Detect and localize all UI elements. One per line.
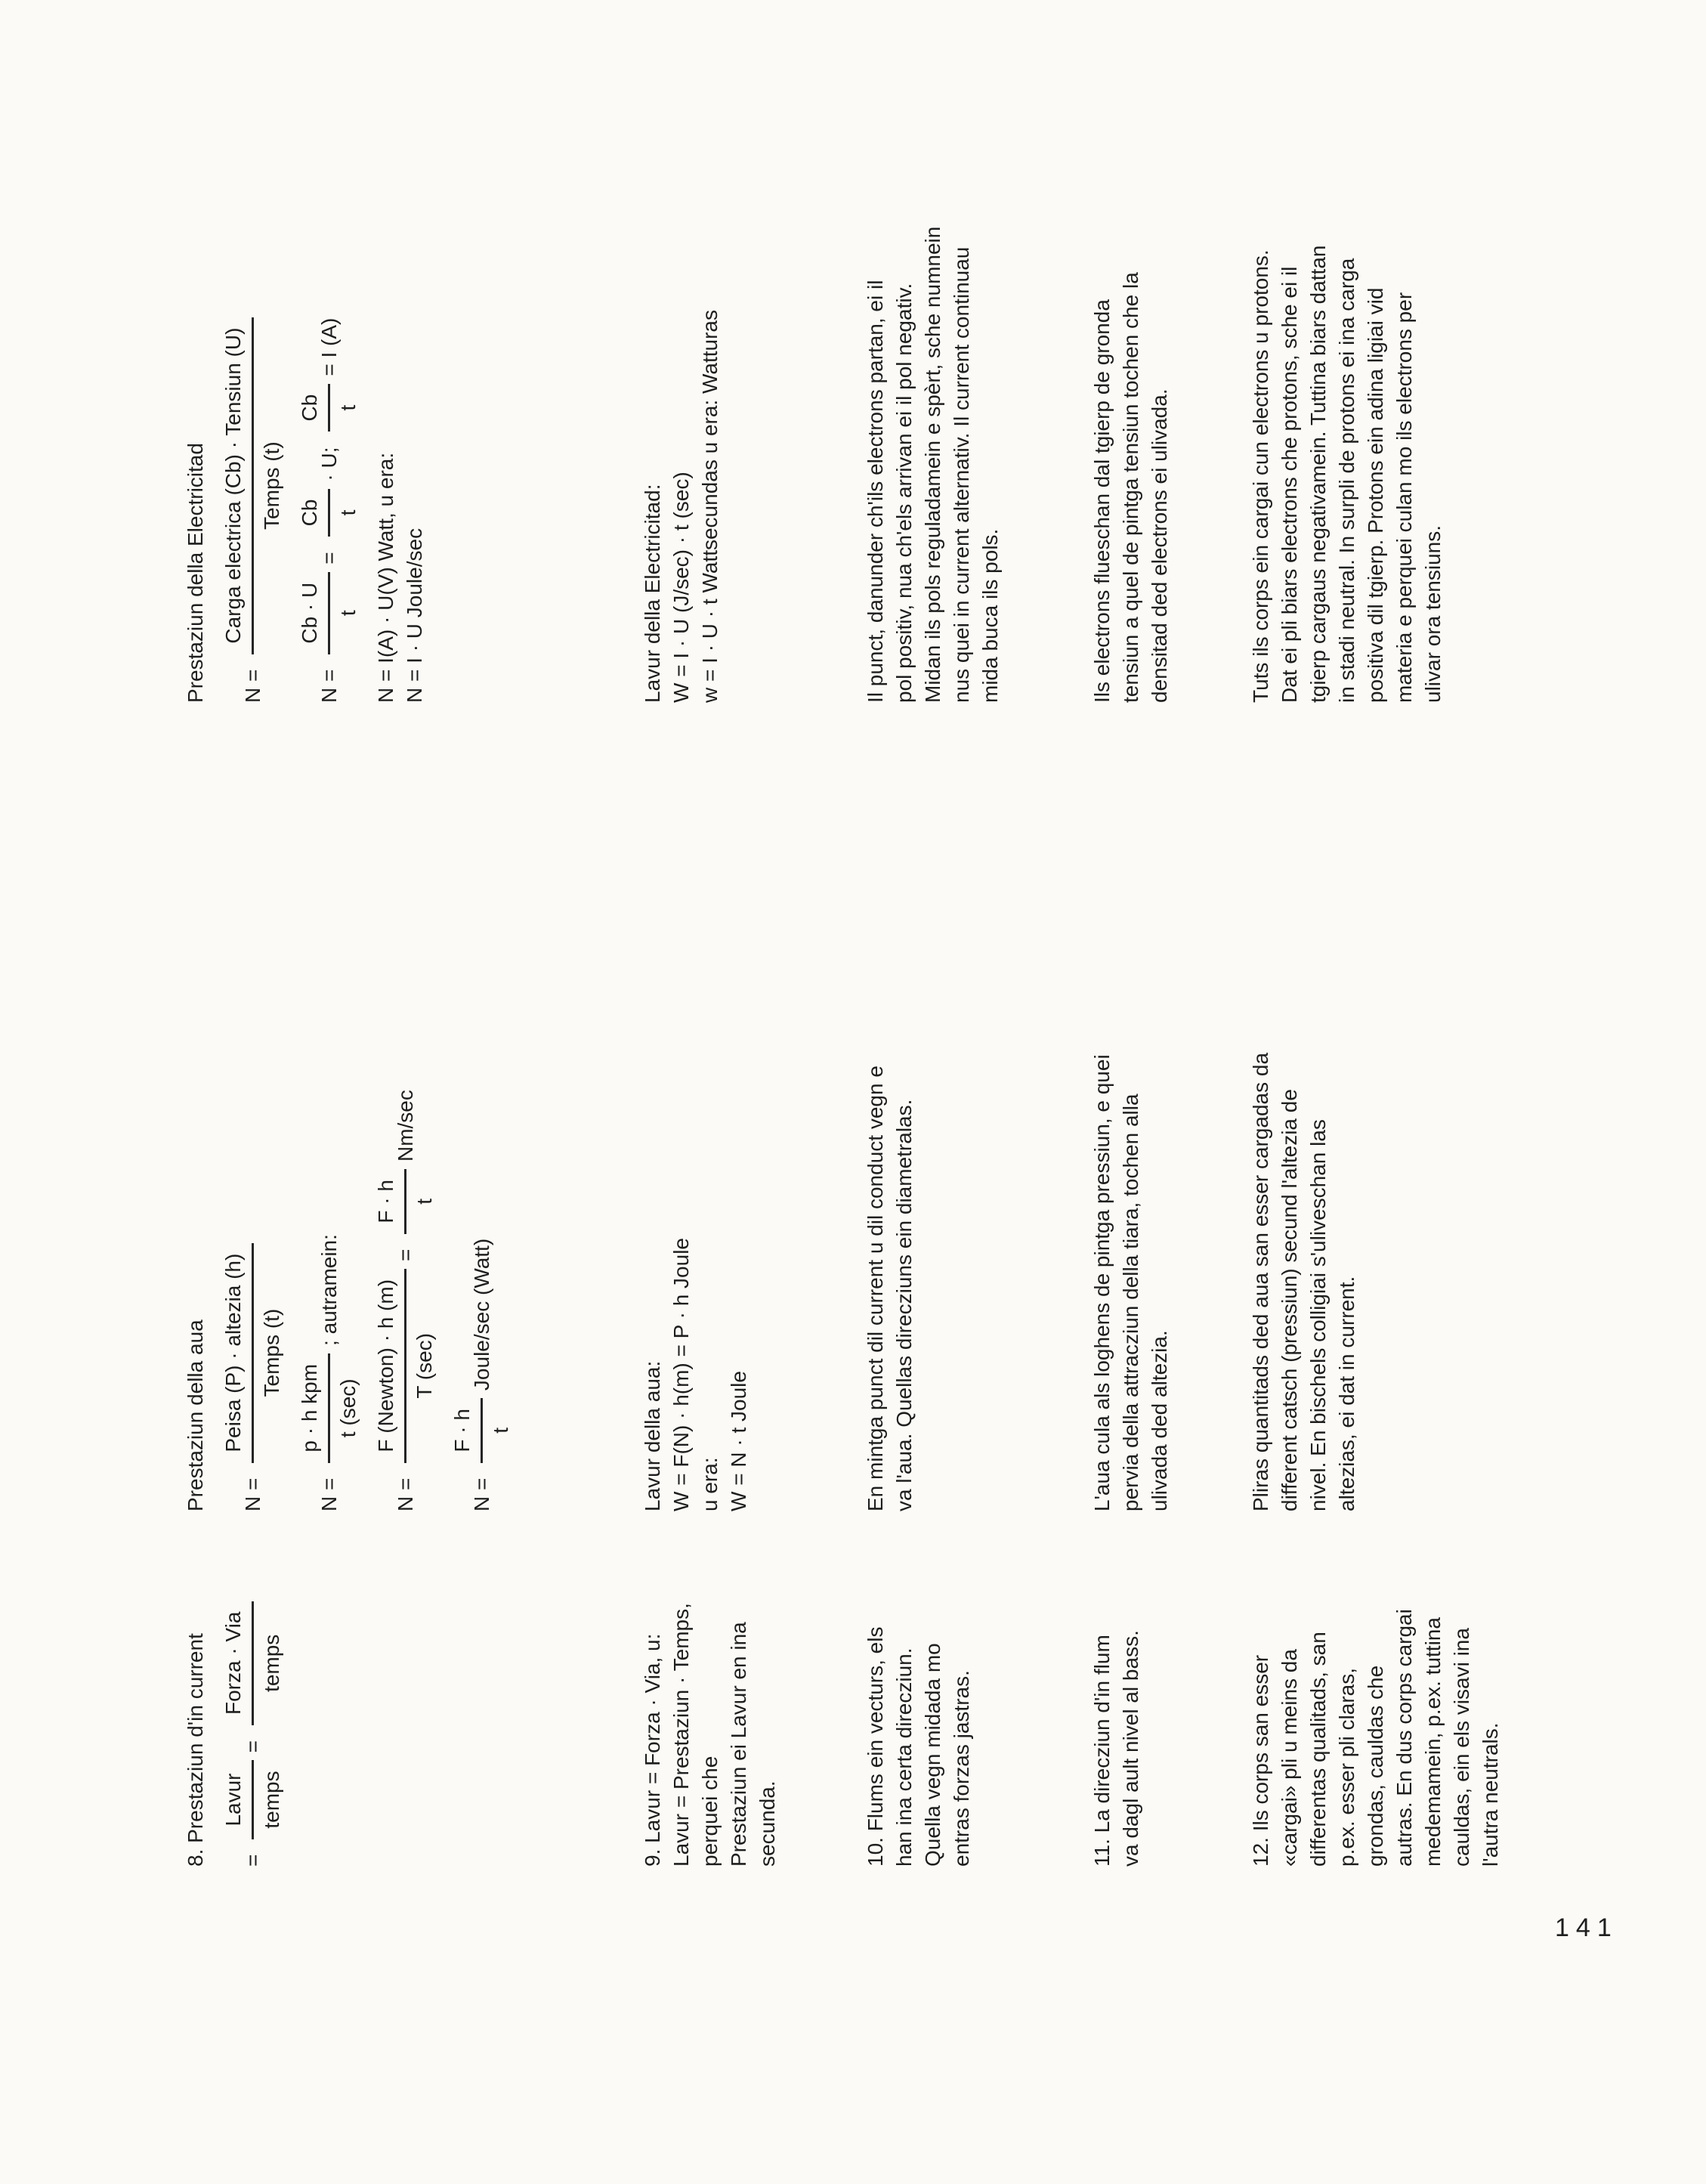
fraction-denominator: Temps (t) (260, 1308, 283, 1397)
section-11-electricitad-cell (1088, 38, 1174, 703)
fraction-numerator: Cb (295, 489, 330, 537)
formula-text: tensiun a quel de pintga tensiun tochen che la (1119, 272, 1142, 703)
formula-text: differentas qualitads, san (1306, 1632, 1330, 1867)
text-line (1275, 38, 1304, 703)
formula-text: Pliras quantitads ded aua san esser cargadas da (1249, 1052, 1272, 1511)
formula-text: L'aua cula als loghens de pintga pressiun, e quei (1090, 1054, 1114, 1511)
formula-text: Prestaziun della Electricitad (184, 443, 207, 703)
fraction-numerator: Peisa (P) · altezia (h) (219, 1243, 254, 1463)
fraction-denominator: t (336, 610, 360, 617)
fraction-denominator: temps (260, 1771, 283, 1829)
text-line (638, 38, 667, 703)
fraction-numerator: Forza · Via (219, 1601, 254, 1725)
text-line (1117, 38, 1145, 703)
formula-text: grondas, cauldas che (1364, 1665, 1387, 1867)
formula-text: mida buca ils pols. (978, 528, 1002, 703)
text-line (638, 1534, 667, 1867)
formula-text: Lavur della aua: (641, 1360, 664, 1511)
formula-line (219, 892, 286, 1511)
text-line (1476, 1534, 1505, 1867)
fraction-numerator: Cb · U (295, 572, 330, 654)
formula-text: Quella vegn midada mo (921, 1643, 944, 1867)
fraction-numerator: F (Newton) · h (m) (372, 1269, 406, 1463)
text-line (1117, 1534, 1145, 1867)
formula-text: tgierp cargaus negativamein. Tuttina biars dattan (1306, 245, 1330, 703)
formula-fraction (219, 1760, 286, 1839)
formula-text: materia e perquei culan mo ils electrons per (1392, 292, 1416, 703)
formula-text: 10. Flums ein vecturs, els (864, 1626, 887, 1867)
formula-text: Prestaziun ei Lavur en ina (727, 1622, 750, 1867)
fraction-denominator: t (sec) (336, 1378, 360, 1438)
formula-text: En mintga punct dil current u dil conduct vegn e (864, 1066, 887, 1511)
section-10-electricitad-cell (861, 38, 1005, 703)
formula-text: l'autra neutrals. (1479, 1722, 1502, 1867)
formula-fraction (448, 1398, 515, 1463)
formula-fraction (295, 572, 363, 654)
formula-text: N = (317, 669, 341, 703)
formula-text: = (240, 1740, 264, 1753)
text-line (890, 38, 919, 703)
text-line (725, 1534, 753, 1867)
text-line (1145, 892, 1174, 1511)
section-12-items-cell (1247, 1534, 1505, 1867)
formula-text: ulivada ded altezia. (1148, 1330, 1171, 1511)
section-9-items-cell (638, 1534, 782, 1867)
formula-text: densitad ded electrons ei ulivada. (1148, 388, 1171, 703)
formula-text: N = I · U Joule/sec (403, 527, 426, 703)
fraction-denominator: temps (260, 1634, 283, 1692)
text-line (890, 1534, 919, 1867)
text-line (696, 892, 725, 1511)
formula-line (295, 38, 363, 703)
fraction-denominator: t (413, 1198, 436, 1205)
page-number: 141 (1555, 1913, 1618, 1942)
formula-fraction (295, 489, 363, 537)
text-line (1145, 38, 1174, 703)
formula-text: different catsch (pressiun) secund l'altezia de (1278, 1089, 1301, 1511)
formula-text: cauldas, ein els visavi ina (1450, 1628, 1473, 1867)
text-line (861, 38, 890, 703)
fraction-numerator: Carga electrica (Cb) · Tensiun (U) (219, 317, 254, 654)
formula-text: N = (393, 1477, 417, 1511)
formula-text: 9. Lavur = Forza · Via, u: (641, 1633, 664, 1867)
text-line (1088, 892, 1117, 1511)
text-line (696, 1534, 725, 1867)
formula-text: p.ex. esser pli claras, (1335, 1668, 1358, 1867)
text-line (919, 1534, 947, 1867)
formula-text: Dat ei pli biars electrons che protons, sche ei il (1278, 266, 1301, 703)
formula-text: = (317, 552, 341, 565)
text-line (1247, 1534, 1275, 1867)
formula-text: u era: (698, 1457, 722, 1511)
fraction-numerator: p · h kpm (295, 1353, 330, 1463)
section-11-aua-cell (1088, 892, 1174, 1511)
formula-text: pol positiv, nua ch'els arrivan ei il pol negativ. (892, 283, 916, 703)
fraction-numerator: Lavur (219, 1760, 254, 1839)
formula-line (372, 892, 439, 1511)
fraction-denominator: Temps (t) (260, 441, 283, 530)
text-line (1419, 1534, 1448, 1867)
formula-text: W = I · U (J/sec) · t (sec) (669, 472, 693, 703)
formula-fraction (219, 1243, 286, 1463)
formula-text: nus quei in current alternativ. Il current continuau (950, 246, 973, 703)
fraction-numerator: Cb (295, 384, 330, 432)
text-line (1419, 38, 1448, 703)
formula-line (448, 892, 515, 1511)
section-10-items-cell (861, 1534, 976, 1867)
text-line (372, 38, 400, 703)
fraction-denominator: t (489, 1427, 512, 1434)
formula-text: N = I(A) · U(V) Watt, u era: (374, 452, 397, 703)
formula-text: altezias, ei dat in current. (1335, 1276, 1358, 1511)
formula-text: Ils electrons flueschan dal tgierp de gronda (1090, 299, 1114, 703)
text-line (1247, 892, 1275, 1511)
formula-fraction (219, 317, 286, 654)
text-line (1304, 892, 1333, 1511)
text-line (753, 1534, 782, 1867)
formula-fraction (372, 1269, 439, 1463)
fraction-denominator: t (336, 404, 360, 411)
formula-text: N = (317, 1477, 341, 1511)
formula-text: nivel. En bischels colligiai s'uliveschan las (1306, 1119, 1330, 1511)
text-line (919, 38, 947, 703)
formula-text: Lavur = Prestaziun · Temps, (669, 1603, 693, 1867)
text-line (1304, 38, 1333, 703)
text-line (181, 38, 210, 703)
formula-text: han ina certa direcziun. (892, 1647, 916, 1867)
text-line (1333, 38, 1361, 703)
text-line (890, 892, 919, 1511)
section-9-electricitad-cell (638, 38, 725, 703)
fraction-numerator: F · h (372, 1169, 406, 1234)
text-line (638, 892, 667, 1511)
formula-text: Joule/sec (Watt) (469, 1238, 493, 1391)
formula-text: 11. La direcziun d'in flum (1090, 1635, 1114, 1867)
text-line (1361, 1534, 1390, 1867)
formula-text: = I (A) (317, 317, 341, 376)
formula-text: Midan ils pols reguladamein e spèrt, sche numnein (921, 226, 944, 703)
formula-text: va l'aua. Quellas direcziuns ein diametralas. (892, 1099, 916, 1511)
text-line (1117, 892, 1145, 1511)
formula-text: N = (469, 1477, 493, 1511)
fraction-denominator: t (336, 509, 360, 516)
formula-text: · U; (317, 447, 341, 481)
formula-text: in stadi neutral. In surpli de protons ei ina carga (1335, 258, 1358, 703)
formula-text: 12. Ils corps san esser (1249, 1654, 1272, 1867)
text-line (947, 1534, 976, 1867)
text-line (181, 892, 210, 1511)
formula-text: va dagl ault nivel al bass. (1119, 1630, 1142, 1867)
text-line (1361, 38, 1390, 703)
text-line (1333, 1534, 1361, 1867)
text-line (1304, 1534, 1333, 1867)
text-line (1275, 1534, 1304, 1867)
section-12-electricitad-cell (1247, 38, 1448, 703)
formula-fraction (295, 384, 363, 432)
formula-line (219, 38, 286, 703)
fraction-numerator: F · h (448, 1398, 483, 1463)
text-line (1390, 1534, 1419, 1867)
formula-text: Il punct, danunder ch'ils electrons partan, ei il (864, 280, 887, 703)
formula-text: Nm/sec (393, 1090, 417, 1162)
formula-line (219, 1534, 286, 1867)
formula-text: N = (240, 1477, 264, 1511)
section-8-aua-cell (181, 892, 524, 1511)
formula-text: «cargai» pli u meins da (1278, 1649, 1301, 1867)
text-line (667, 892, 696, 1511)
formula-text: = (240, 1854, 264, 1867)
formula-fraction (295, 1353, 363, 1463)
text-line (976, 38, 1005, 703)
formula-text: medemamein, p.ex. tuttina (1421, 1617, 1445, 1867)
formula-text: W = N · t Joule (727, 1371, 750, 1511)
text-line (1275, 892, 1304, 1511)
text-line (181, 1534, 210, 1867)
formula-text: N = (240, 669, 264, 703)
formula-line (295, 892, 363, 1511)
formula-text: ulivar ora tensiuns. (1421, 524, 1445, 703)
text-line (667, 38, 696, 703)
formula-text: Lavur della Electricitad: (641, 484, 664, 703)
text-line (725, 892, 753, 1511)
section-12-aua-cell (1247, 892, 1361, 1511)
text-line (1390, 38, 1419, 703)
formula-text: 8. Prestaziun d'in current (184, 1633, 207, 1867)
text-line (861, 892, 890, 1511)
text-line (667, 1534, 696, 1867)
text-line (1247, 38, 1275, 703)
text-line (861, 1534, 890, 1867)
text-line (1448, 1534, 1476, 1867)
formula-text: w = I · U · t Wattsecundas u era: Watturas (698, 310, 722, 703)
formula-text: secunda. (756, 1780, 779, 1867)
formula-text: entras forzas jastras. (950, 1670, 973, 1867)
formula-text: perquei che (698, 1756, 722, 1867)
formula-text: autras. En dus corps cargai (1392, 1609, 1416, 1867)
formula-text: Tuts ils corps ein cargai cun electrons u protons. (1249, 249, 1272, 703)
formula-text: W = F(N) · h(m) = P · h Joule (669, 1238, 693, 1511)
formula-fraction (219, 1601, 286, 1725)
section-9-aua-cell (638, 892, 753, 1511)
text-line (400, 38, 429, 703)
text-line (1088, 1534, 1117, 1867)
formula-text: = (393, 1248, 417, 1261)
section-8-items-cell (181, 1534, 295, 1867)
text-line (696, 38, 725, 703)
section-8-electricitad-cell (181, 38, 429, 703)
text-line (1088, 38, 1117, 703)
fraction-denominator: T (sec) (413, 1333, 436, 1399)
text-line (1333, 892, 1361, 1511)
formula-text: pervia della attracziun della tiara, tochen alla (1119, 1094, 1142, 1511)
formula-text: positiva dil tgierp. Protons ein adina ligiai vid (1364, 287, 1387, 703)
formula-text: ; autramein: (317, 1234, 341, 1346)
formula-text: Prestaziun della aua (184, 1319, 207, 1511)
section-10-aua-cell (861, 892, 919, 1511)
text-line (947, 38, 976, 703)
formula-fraction (372, 1169, 439, 1234)
section-11-items-cell (1088, 1534, 1145, 1867)
